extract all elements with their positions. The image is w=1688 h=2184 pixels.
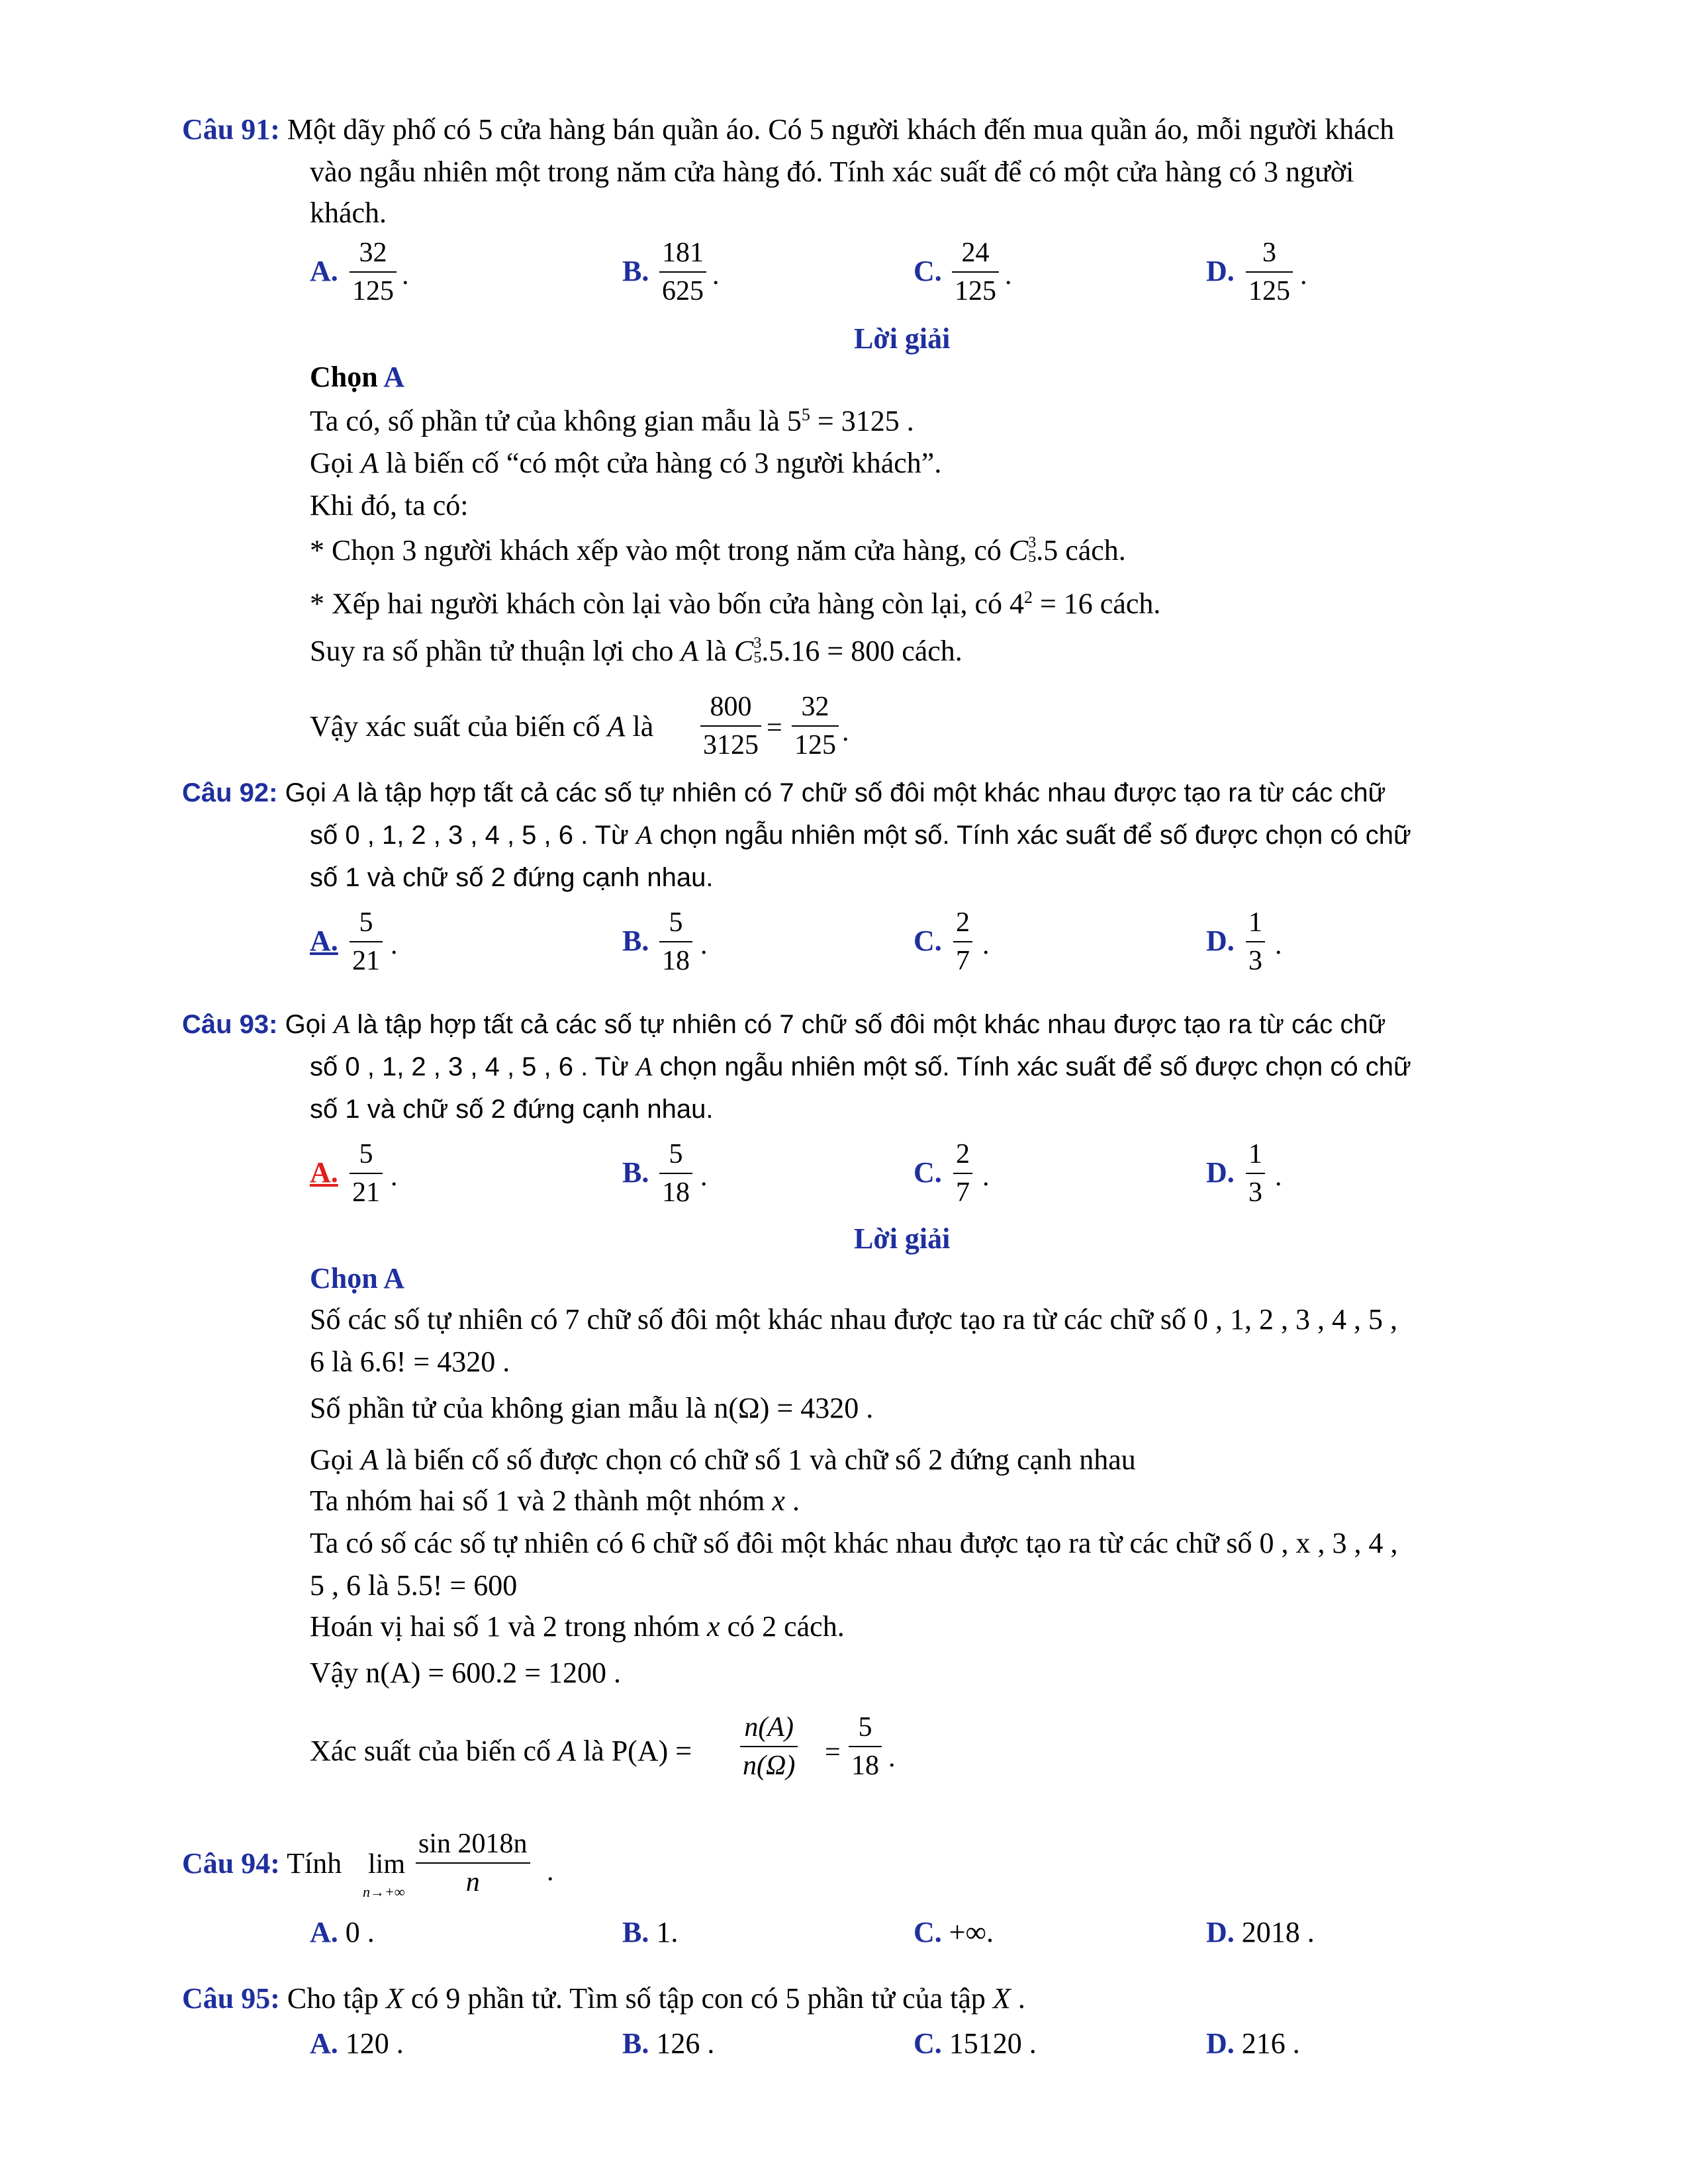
denominator: 7 [956, 946, 970, 976]
q91-sol-6 [310, 637, 962, 668]
denominator: 3125 [703, 730, 759, 760]
variable: A [680, 635, 699, 667]
q93-line-2 [310, 1054, 1411, 1080]
option-value: 2018 . [1241, 1916, 1315, 1948]
q93-sol-6: Ta có số các số tự nhiên có 6 chữ số đôi một khác nhau được tạo ra từ các chữ số 0 , x , 3 , 4 , [310, 1527, 1398, 1559]
q91-sol-5 [310, 589, 1160, 619]
q92-line-1 [182, 780, 1385, 806]
option-letter: C. [914, 2027, 942, 2060]
option-letter: C. [914, 1916, 942, 1948]
q92-option-a-fraction [350, 907, 383, 977]
q93-sol-9: Vậy n(A) = 600.2 = 1200 . [310, 1657, 622, 1689]
option-letter: D. [1206, 255, 1235, 287]
q93-sol-10-frac-2 [849, 1711, 882, 1782]
q91-sol-3: Khi đó, ta có: [310, 489, 469, 522]
text: Ta nhóm hai số 1 và 2 thành một nhóm [310, 1484, 773, 1517]
combination-symbol: C [734, 635, 754, 667]
denominator: n [465, 1867, 480, 1897]
q94-fraction [416, 1828, 530, 1898]
q93-sol-1: Số các số tự nhiên có 7 chữ số đôi một khác nhau được tạo ra từ các chữ số 0 , 1, 2 , 3 , 4 , 5 , [310, 1303, 1398, 1336]
text: là biến cố “có một cửa hàng có 3 người khách”. [378, 447, 942, 479]
q93-sol-10 [310, 1737, 692, 1766]
q93-line-1 [182, 1011, 1385, 1038]
comb-k: 3 [753, 635, 762, 653]
option-value: 216 . [1241, 2027, 1300, 2060]
q91-option-a[interactable] [310, 254, 338, 288]
option-letter: A. [310, 2027, 338, 2060]
denominator: 7 [956, 1177, 970, 1208]
q94-option-b[interactable] [622, 1915, 678, 1949]
denominator: 18 [662, 1177, 690, 1208]
numerator: 32 [359, 238, 387, 268]
q93-sol-3: Số phần tử của không gian mẫu là n(Ω) = 4320 . [310, 1392, 874, 1424]
q91-sol-4 [310, 536, 1126, 568]
q91-option-d[interactable] [1206, 254, 1235, 288]
option-letter: B. [622, 925, 649, 957]
text: Ta có, số phần tử của không gian mẫu là [310, 404, 787, 437]
numerator: 5 [669, 907, 683, 938]
denominator: 125 [955, 276, 996, 306]
numerator: 5 [359, 1139, 373, 1169]
q91-sol-1 [310, 406, 914, 436]
q91-text-1: Một dãy phố có 5 cửa hàng bán quần áo. Có 5 người khách đến mua quần áo, mỗi người khách [287, 113, 1395, 146]
text: . [784, 1484, 800, 1517]
q91-option-d-fraction [1246, 237, 1293, 307]
variable: A [635, 1052, 653, 1081]
option-value: +∞. [949, 1916, 994, 1948]
q92-label: Câu 92: [182, 778, 278, 807]
q92-option-d-fraction [1246, 907, 1265, 977]
q91-sol-7-frac-2 [792, 691, 839, 761]
q93-solution-heading: Lời giải [854, 1222, 951, 1255]
option-letter: A. [310, 925, 338, 957]
q93-option-c-fraction [953, 1138, 972, 1208]
variable: X [992, 1982, 1011, 2015]
q94-option-d[interactable] [1206, 1915, 1315, 1949]
q92-option-a[interactable] [310, 924, 338, 958]
denominator: 125 [794, 730, 836, 760]
q91-option-c[interactable] [914, 254, 942, 288]
text: có 9 phần tử. Tìm số tập con có 5 phần tử của tập [403, 1982, 993, 2015]
numerator: 3 [1262, 238, 1276, 268]
numerator: 24 [961, 238, 990, 268]
numerator: 1 [1248, 907, 1262, 938]
option-letter: C. [914, 255, 942, 287]
q95-option-c[interactable] [914, 2026, 1037, 2060]
denominator: 3 [1248, 946, 1262, 976]
option-letter: D. [1206, 1916, 1235, 1948]
q91-line-3: khách. [310, 197, 387, 229]
q93-option-b-fraction [659, 1138, 692, 1208]
q91-line-1 [182, 115, 1394, 144]
numerator: sin 2018n [418, 1829, 528, 1859]
option-value: 15120 . [949, 2027, 1037, 2060]
text: Gọi [285, 778, 334, 807]
denominator: 625 [662, 276, 704, 306]
text: Tính [287, 1847, 342, 1880]
text: số 0 , 1, 2 , 3 , 4 , 5 , 6 . Từ [310, 1052, 636, 1081]
equals-sign: = [767, 713, 782, 743]
variable: X [386, 1982, 404, 2015]
option-letter: C. [914, 1156, 942, 1189]
q91-option-b-fraction [659, 237, 706, 307]
text: là [698, 635, 735, 667]
q92-line-3: số 1 và chữ số 2 đứng cạnh nhau. [310, 863, 714, 892]
variable: A [333, 778, 350, 807]
denominator: 21 [352, 946, 380, 976]
option-value: 120 . [345, 2027, 404, 2060]
option-letter: D. [1206, 925, 1235, 957]
q92-option-d[interactable] [1206, 924, 1235, 958]
base: 4 [1009, 587, 1024, 620]
numerator: 1 [1248, 1139, 1262, 1169]
chon-letter: A [383, 361, 405, 393]
text: = 16 cách. [1032, 587, 1161, 620]
q91-label: Câu 91: [182, 113, 280, 146]
text: là tập hợp tất cả các số tự nhiên có 7 chữ số đôi một khác nhau được tạo ra từ các chữ [350, 1010, 1386, 1039]
option-letter: B. [622, 1156, 649, 1189]
text: Gọi [285, 1010, 334, 1039]
q93-option-d-fraction [1246, 1138, 1265, 1208]
option-letter: D. [1206, 1156, 1235, 1189]
numerator: 5 [359, 907, 373, 938]
q91-sol-7-frac-1 [700, 691, 761, 761]
comb-n: 5 [753, 649, 762, 666]
option-letter: A. [310, 255, 338, 287]
numerator: 800 [710, 692, 752, 722]
option-value: 1. [656, 1916, 679, 1948]
text: * Xếp hai người khách còn lại vào bốn cửa hàng còn lại, có [310, 587, 1009, 620]
denominator: 3 [1248, 1177, 1262, 1208]
denominator: 18 [851, 1751, 879, 1781]
variable: x [707, 1610, 720, 1643]
denominator: 125 [352, 276, 394, 306]
denominator: 18 [662, 946, 690, 976]
text: Gọi [310, 1443, 361, 1476]
q94-option-c[interactable] [914, 1915, 994, 1949]
q93-answer-choice: Chọn A [310, 1262, 405, 1295]
exponent: 2 [1023, 588, 1033, 607]
combination-symbol: C [1008, 534, 1029, 567]
page: Câu 91: Một dãy phố có 5 cửa hàng bán quần áo. Có 5 người khách đến mua quần áo, mỗi người khách vào ngẫu nhiên một trong năm cửa hàng đó. Tính xác suất để có một cửa hàng có 3 người khách. A. 32 125 . B. 181 625 . C. 24 125 . D. 3 125 . Lời giải Chọn A Ta có, số phần tử của không gian mẫu là $5^5 = 3125$ . Gọi A là biến cố “có một cửa hàng có 3 người khách”. Khi đó, ta có: * Chọn 3 người khách xếp vào một trong năm cửa hàng, có C 3 5 .5 cách. * Xếp hai người khách còn lại vào bốn cửa hàng còn lại, có $4^2 = 16$ cách. Suy ra số phần tử thuận lợi cho A là C 3 5 .5.16 = 800 cách. Vậy xác suất của biến cố A là 800 3125 = 32 125 . Câu 92: Gọi A là tập hợp tất cả các số tự nhiên có 7 chữ số đôi một khác nhau được tạo ra từ các chữ số 0 , 1, 2 , 3 , 4 , 5 , 6 . Từ A chọn ngẫu nhiên một số. Tính xác suất để số được chọn có chữ số 1 và chữ số 2 đứng cạnh nhau. A. 5 21 . B. 5 18 . C. 2 7 . D. 1 3 . Câu 93: Gọi A là tập hợp tất cả các số tự nhiên có 7 chữ số đôi một khác nhau được tạo ra từ các chữ số 0 , 1, 2 , 3 , 4 , 5 , 6 . Từ A chọn ngẫu nhiên một số. Tính xác suất để số được chọn có chữ số 1 và chữ số 2 đứng cạnh nhau. A. 5 21 . B. 5 18 . C. 2 7 . D. 1 3 . Lời giải Chọn A Số các số tự nhiên có 7 chữ số đôi một khác nhau được tạo ra từ các chữ số 0 , 1, 2 , 3 , 4 , 5 , 6 là 6.6! = 4320 . Số phần tử của không gian mẫu là n(Ω) = 4320 . Gọi A là biến cố số được chọn có chữ số 1 và chữ số 2 đứng cạnh nhau Ta nhóm hai số 1 và 2 thành một nhóm x . Ta có số các số tự nhiên có 6 chữ số đôi một khác nhau được tạo ra từ các chữ số 0 , x , 3 , 4 , 5 , 6 là 5.5! = 600 Hoán vị hai số 1 và 2 trong nhóm x có 2 cách. Vậy n(A) = 600.2 = 1200 . Xác suất của biến cố A là P(A) = n(A) n(Ω) = 5 18 . Câu 94: Tính lim n→+∞ sin 2018n n . A. 0 . B. 1. C. +∞. D. 2018 . Câu 95: Cho tập X có 9 phần tử. Tìm số tập con có 5 phần tử của tập X . A. 120 . B. 126 . C. 15120 . D. 216 . [0, 0, 1688, 2184]
q91-answer-choice [310, 363, 404, 392]
text: có 2 cách. [720, 1610, 845, 1643]
q91-line-2: vào ngẫu nhiên một trong năm cửa hàng đó. Tính xác suất để có một cửa hàng có 3 người [310, 156, 1354, 188]
q95-option-d[interactable] [1206, 2026, 1300, 2060]
variable: A [361, 447, 379, 479]
comb-n: 5 [1028, 548, 1037, 566]
variable: A [635, 820, 653, 850]
text: Vậy xác suất của biến cố [310, 710, 608, 743]
numerator: 32 [801, 692, 829, 722]
text: chọn ngẫu nhiên một số. Tính xác suất để số được chọn có chữ [652, 1052, 1411, 1081]
denominator: n(Ω) [743, 1751, 796, 1781]
denominator: 125 [1248, 276, 1290, 306]
text: Hoán vị hai số 1 và 2 trong nhóm [310, 1610, 708, 1643]
q92-option-c[interactable] [914, 924, 942, 958]
q91-sol-7 [310, 712, 653, 741]
text: .5 cách. [1036, 534, 1126, 567]
q94-option-a[interactable] [310, 1915, 375, 1949]
option-value: 0 . [345, 1916, 375, 1948]
numerator: 2 [956, 907, 970, 938]
q95-option-a[interactable] [310, 2026, 404, 2060]
q93-option-b[interactable] [622, 1156, 649, 1189]
variable: A [558, 1735, 576, 1767]
text: số 0 , 1, 2 , 3 , 4 , 5 , 6 . Từ [310, 821, 636, 850]
q91-solution-heading: Lời giải [854, 322, 951, 355]
q94-label: Câu 94: [182, 1847, 280, 1880]
numerator: 2 [956, 1139, 970, 1169]
comb-k: 3 [1028, 534, 1037, 552]
q93-option-a[interactable] [310, 1156, 338, 1189]
q91-option-b[interactable] [622, 254, 649, 288]
q92-option-c-fraction [953, 907, 972, 977]
q93-sol-8 [310, 1612, 845, 1641]
text: Xác suất của biến cố [310, 1735, 559, 1767]
option-letter: D. [1206, 2027, 1235, 2060]
option-letter: B. [622, 255, 649, 287]
option-letter: A. [310, 1916, 338, 1948]
q93-sol-2: 6 là 6.6! = 4320 . [310, 1345, 510, 1378]
q95-option-b[interactable] [622, 2026, 714, 2060]
q92-option-b-fraction [659, 907, 692, 977]
text: .5.16 = 800 cách. [761, 635, 962, 667]
base: 5 [786, 404, 802, 437]
text: là P(A) = [575, 1735, 692, 1767]
variable: A [361, 1443, 379, 1476]
limit-subscript: n→+∞ [363, 1884, 405, 1900]
equals-sign: = [825, 1737, 841, 1768]
q93-option-c[interactable] [914, 1156, 942, 1189]
exponent: 5 [801, 405, 810, 424]
variable: A [333, 1009, 350, 1039]
option-letter: B. [622, 2027, 649, 2060]
q94-line [182, 1849, 342, 1878]
numerator: 181 [662, 238, 704, 268]
text: * Chọn 3 người khách xếp vào một trong năm cửa hàng, có [310, 534, 1009, 567]
text: là tập hợp tất cả các số tự nhiên có 7 chữ số đôi một khác nhau được tạo ra từ các chữ [350, 778, 1386, 807]
text: là [625, 710, 654, 743]
text: chọn ngẫu nhiên một số. Tính xác suất để số được chọn có chữ [652, 821, 1411, 850]
q91-option-c-fraction [952, 237, 999, 307]
denominator: 21 [352, 1177, 380, 1208]
text: Suy ra số phần tử thuận lợi cho [310, 635, 681, 667]
text: = 3125 . [810, 404, 914, 437]
q95-line [182, 1984, 1025, 2013]
option-letter: B. [622, 1916, 649, 1948]
option-letter: A. [310, 1156, 338, 1189]
q93-sol-10-frac-1 [740, 1711, 798, 1782]
q93-sol-4 [310, 1445, 1136, 1475]
numerator: n(A) [744, 1712, 794, 1743]
text: Cho tập [287, 1982, 387, 2015]
q92-option-b[interactable] [622, 924, 649, 958]
text: là biến cố số được chọn có chữ số 1 và chữ số 2 đứng cạnh nhau [378, 1443, 1136, 1476]
q92-line-2 [310, 822, 1411, 848]
text: Gọi [310, 447, 361, 479]
q93-label: Câu 93: [182, 1010, 278, 1039]
q93-line-3: số 1 và chữ số 2 đứng cạnh nhau. [310, 1095, 714, 1124]
variable: x [772, 1484, 785, 1517]
limit-symbol: lim [368, 1849, 406, 1880]
q95-label: Câu 95: [182, 1982, 280, 2015]
q91-option-a-fraction [350, 237, 397, 307]
text: . [1010, 1982, 1025, 2015]
chon-prefix: Chọn [310, 361, 378, 393]
numerator: 5 [669, 1139, 683, 1169]
q93-option-a-fraction [350, 1138, 383, 1208]
variable: A [607, 710, 626, 743]
numerator: 5 [858, 1712, 872, 1743]
q91-sol-2 [310, 449, 941, 478]
option-letter: C. [914, 925, 942, 957]
q93-sol-5 [310, 1486, 800, 1516]
q93-option-d[interactable] [1206, 1156, 1235, 1189]
option-value: 126 . [656, 2027, 715, 2060]
q93-sol-7: 5 , 6 là 5.5! = 600 [310, 1569, 518, 1602]
